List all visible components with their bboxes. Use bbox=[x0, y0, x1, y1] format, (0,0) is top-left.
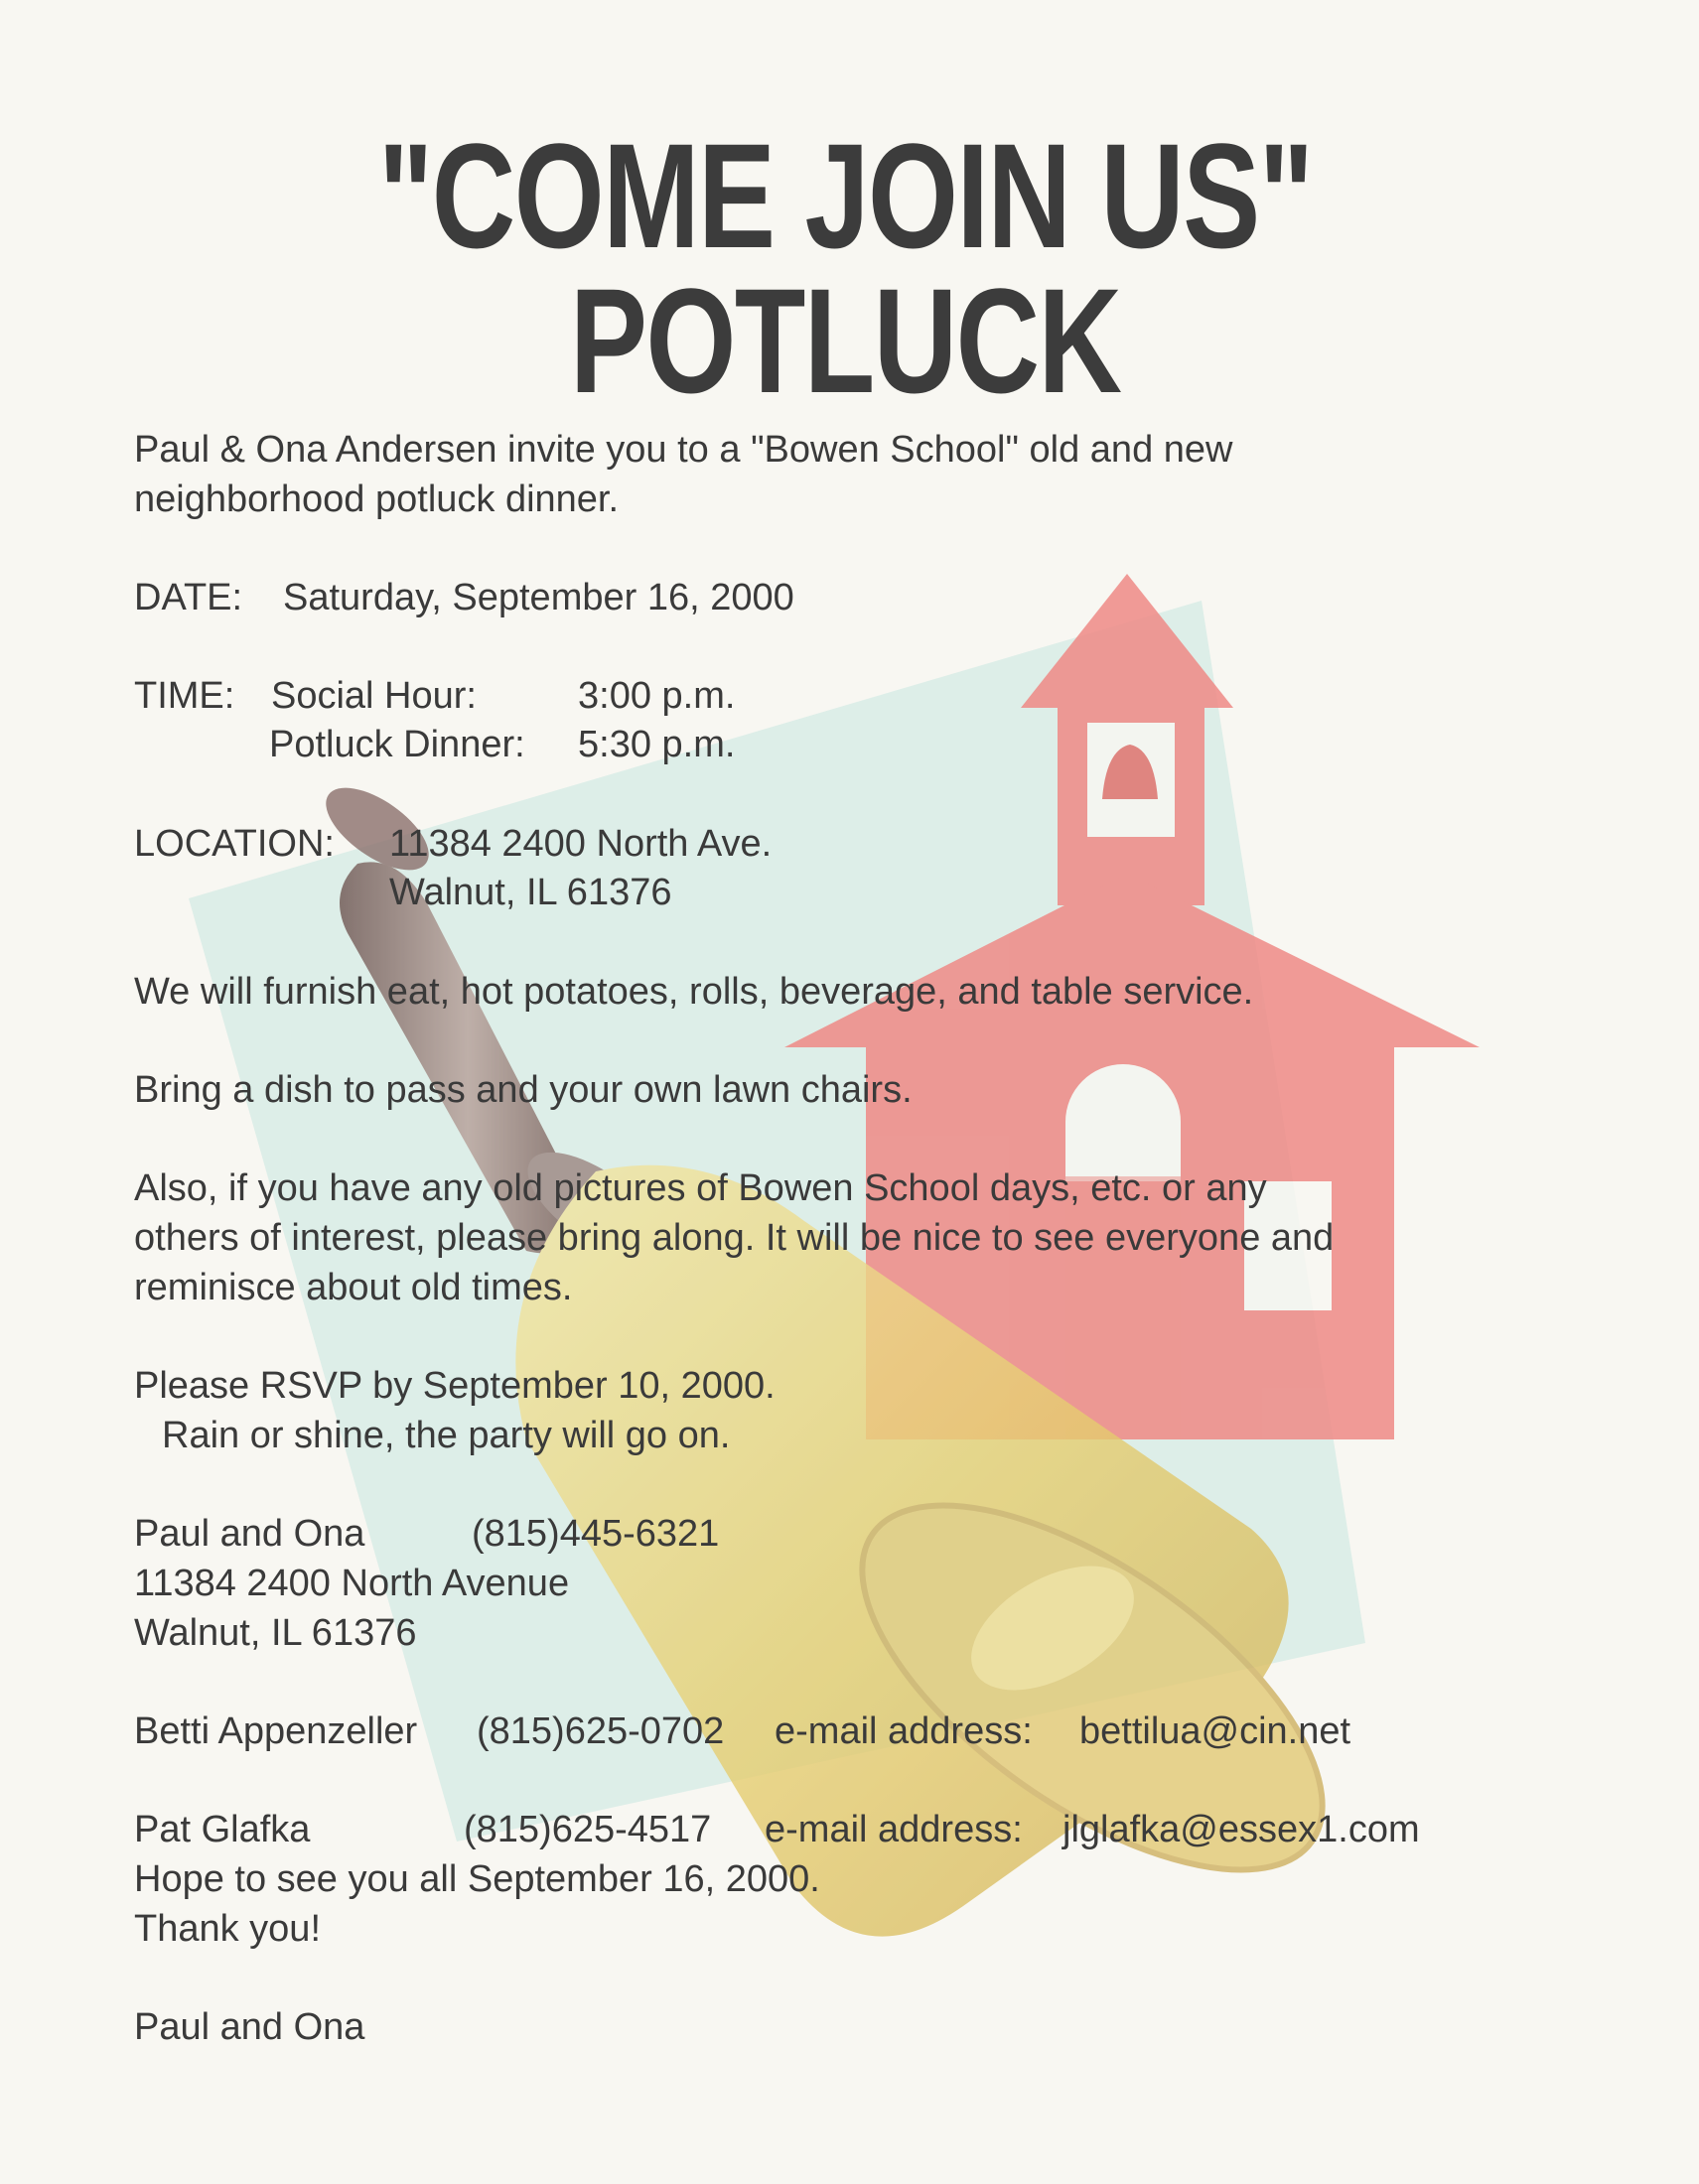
contact2-email[interactable]: bettilua@cin.net bbox=[1079, 1710, 1351, 1752]
bring-text: Bring a dish to pass and your own lawn chairs. bbox=[134, 1069, 913, 1111]
social-hour-label: Social Hour: bbox=[271, 675, 477, 717]
rsvp-line-1: Please RSVP by September 10, 2000. bbox=[134, 1365, 776, 1407]
contact3-phone: (815)625-4517 bbox=[464, 1809, 712, 1850]
time-label: TIME: bbox=[134, 675, 235, 717]
potluck-dinner-value: 5:30 p.m. bbox=[578, 724, 736, 765]
contact3-email[interactable]: jlglafka@essex1.com bbox=[1062, 1809, 1420, 1850]
location-line-1: 11384 2400 North Ave. bbox=[389, 823, 773, 865]
also-line-2: others of interest, please bring along. It will be nice to see everyone and bbox=[134, 1217, 1335, 1259]
contact3-email-label: e-mail address: bbox=[765, 1809, 1023, 1850]
title-line-2: POTLUCK bbox=[569, 257, 1121, 424]
contact1-address-2: Walnut, IL 61376 bbox=[134, 1612, 417, 1654]
location-line-2: Walnut, IL 61376 bbox=[389, 872, 672, 913]
potluck-dinner-label: Potluck Dinner: bbox=[269, 724, 525, 765]
signature: Paul and Ona bbox=[134, 2006, 365, 2048]
date-label: DATE: bbox=[134, 577, 243, 618]
contact1-phone: (815)445-6321 bbox=[472, 1513, 720, 1555]
also-line-3: reminisce about old times. bbox=[134, 1267, 573, 1308]
contact1-name: Paul and Ona bbox=[134, 1513, 365, 1555]
contact1-address-1: 11384 2400 North Avenue bbox=[134, 1563, 570, 1604]
date-value: Saturday, September 16, 2000 bbox=[283, 577, 794, 618]
contact2-email-label: e-mail address: bbox=[775, 1710, 1033, 1752]
location-label: LOCATION: bbox=[134, 823, 335, 865]
intro-line-2: neighborhood potluck dinner. bbox=[134, 478, 620, 520]
rsvp-line-2: Rain or shine, the party will go on. bbox=[162, 1415, 731, 1456]
intro-line-1: Paul & Ona Andersen invite you to a "Bowen School" old and new bbox=[134, 429, 1233, 471]
contact3-name: Pat Glafka bbox=[134, 1809, 311, 1850]
title-line-1: "COME JOIN US" bbox=[377, 112, 1313, 279]
contact2-phone: (815)625-0702 bbox=[477, 1710, 725, 1752]
social-hour-value: 3:00 p.m. bbox=[578, 675, 736, 717]
contact2-name: Betti Appenzeller bbox=[134, 1710, 418, 1752]
closing-line-1: Hope to see you all September 16, 2000. bbox=[134, 1858, 820, 1900]
furnish-text: We will furnish eat, hot potatoes, rolls, beverage, and table service. bbox=[134, 971, 1254, 1013]
also-line-1: Also, if you have any old pictures of Bowen School days, etc. or any bbox=[134, 1167, 1267, 1209]
closing-line-2: Thank you! bbox=[134, 1908, 321, 1950]
